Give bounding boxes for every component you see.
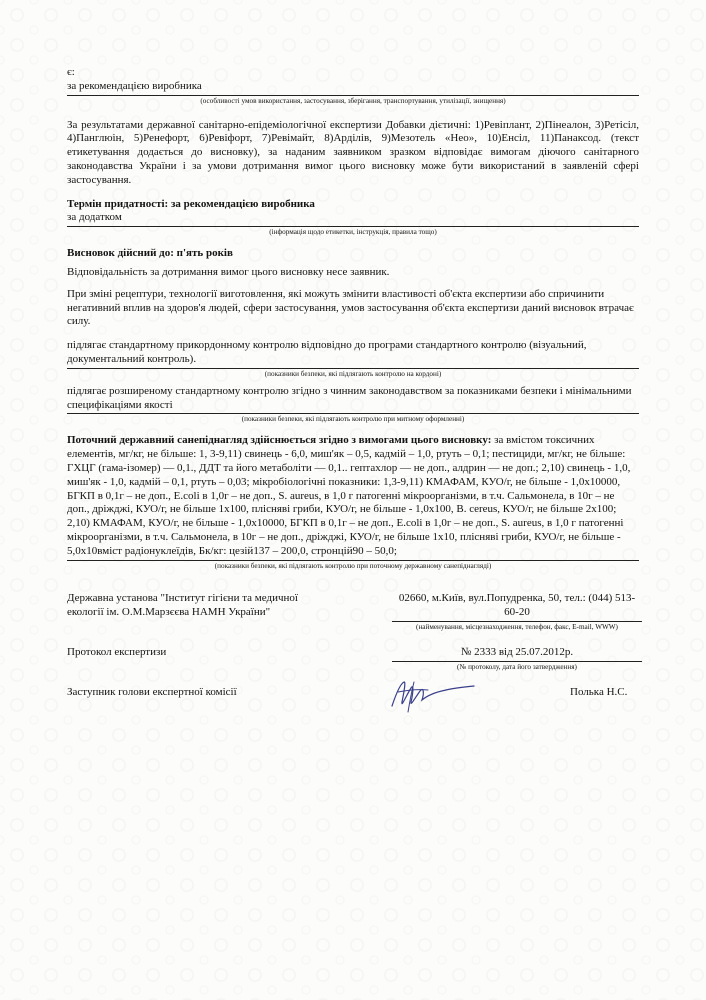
protocol-block <box>392 646 642 672</box>
institution-name: Державна установа "Інститут гігієни та медичної екології ім. О.М.Марзєєва НАМН України" <box>67 592 298 618</box>
protocol-caption: (№ протоколу, дата його затвердження) <box>457 662 577 671</box>
document-body <box>67 66 639 571</box>
supervision-lead: Поточний державний санепіднагляд здійснюється згідно з вимогами цього висновку: <box>67 434 492 447</box>
protocol-label: Протокол експертизи <box>67 646 167 658</box>
customs-control-text: підлягає розширеному стандартному контролю згідно з чинним законодавством за показниками безпеки і мінімальними специфікаціями якості <box>67 385 639 415</box>
responsibility-text: Відповідальність за дотримання вимог цього висновку несе заявник. <box>67 265 390 278</box>
e-marker: є: <box>67 66 75 78</box>
usage-conditions-caption: (особливості умов використання, застосування, зберігання, транспортування, утилізації, знищення) <box>200 96 506 105</box>
label-info-value: за додатком <box>67 211 639 227</box>
signatory-name: Полька Н.С. <box>570 686 628 698</box>
conclusion-text: За результатами державної санітарно-епідеміологічної експертизи Добавки дієтичні: 1)Ревіплант, 2)Пінеалон, 3)Ретісіл, 4)Панглюін, 5)Ренефорт, 6)Ревіфорт, 7)Ревімайт, 8)Арділів, 9)Мезотель «Нео», 10)Енсіл, 11)Панаксод. (текст етикетування додається до висновку), за наданим заявником зразком відповідає вимогам діючого санітарного законодавства України і за умови дотримання вимог цього висновку може бути використаний в заявленій сфері застосування. <box>67 118 639 186</box>
institution-address: 02660, м.Київ, вул.Попудренка, 50, тел.: (044) 513-60-20 <box>392 592 642 622</box>
institution-address-block <box>392 592 642 632</box>
shelf-life: Термін придатності: за рекомендацією виробника <box>67 197 315 210</box>
institution-caption: (найменування, місцезнаходження, телефон, факс, E-mail, WWW) <box>416 622 618 631</box>
label-info-caption: (інформація щодо етикетки, інструкція, правила тощо) <box>269 228 437 237</box>
protocol-value: № 2333 від 25.07.2012р. <box>392 646 642 662</box>
supervision-block <box>67 434 639 560</box>
border-control-text: підлягає стандартному прикордонному контролю відповідно до програми стандартного контролю (візуальний, документальний контроль). <box>67 339 639 369</box>
validity-period: Висновок дійсний до: п'ять років <box>67 247 233 260</box>
supervision-caption: (показники безпеки, які підлягають контролю при поточному державному санепіднагляді) <box>214 561 492 570</box>
border-control-caption: (показники безпеки, які підлягають контролю на кордоні) <box>264 369 442 378</box>
supervision-text: за вмістом токсичних елементів, мг/кг, не більше: 1, 3-9,11) свинець - 6,0, миш'як – 0,5, кадмій – 1,0, ртуть – 0,1; пестициди, мг/кг, не більше: ГХЦГ (гама-ізомер) — 0,1., ДДТ та його метаболіти — 0,1.. гептахлор — не доп., алдрин — не доп.; 2,10) свинець - 1,0, миш'як - 1,0, кадмій – 0,1, ртуть – 0,03; мікробіологічні показники: 1,3-9,11) КМАФАМ, КУО/г, не більше - 1,0х10000, БГКП в 0,1г – не доп., E.coli в 1,0г – не доп., S. aureus, в 1,0 г патогенні мікроорганізми, в т.ч. Сальмонела, в 10г – не доп., дріжджі, КУО/г, не більше 1х100, плісняві гриби, КУО/г, не більше - 1,0х100, B. cereus, КУО/г, не більше 2х100; 2,10) КМАФАМ, КУО/г, не більше - 1,0х10000, БГКП в 0,1г – не доп., E.coli в 1,0г – не доп., S. aureus, в 1,0 г патогенні мікроорганізми, в т.ч. Сальмонела, в 10г – не доп., дріжджі, КУО/г, не більше 1х10, плісняві гриби, КУО/г, не більше - 5,0х10вміст радіонуклеїдів, Бк/кг: цезій137 – 200,0, стронцій90 – 50,0; <box>67 434 631 557</box>
changes-text: При зміні рецептури, технології виготовлення, які можуть змінити властивості об'єкта експертизи або спричинити негативний вплив на здоров'я людей, сфери застосування, умов застосування об'єкта експертизи даний висновок втрачає силу. <box>67 287 634 328</box>
customs-control-caption: (показники безпеки, які підлягають контролю при митному оформленні) <box>241 415 465 424</box>
handwritten-signature <box>384 676 476 716</box>
usage-conditions-value: за рекомендацією виробника <box>67 80 639 96</box>
signatory-position: Заступник голови експертної комісії <box>67 686 237 698</box>
